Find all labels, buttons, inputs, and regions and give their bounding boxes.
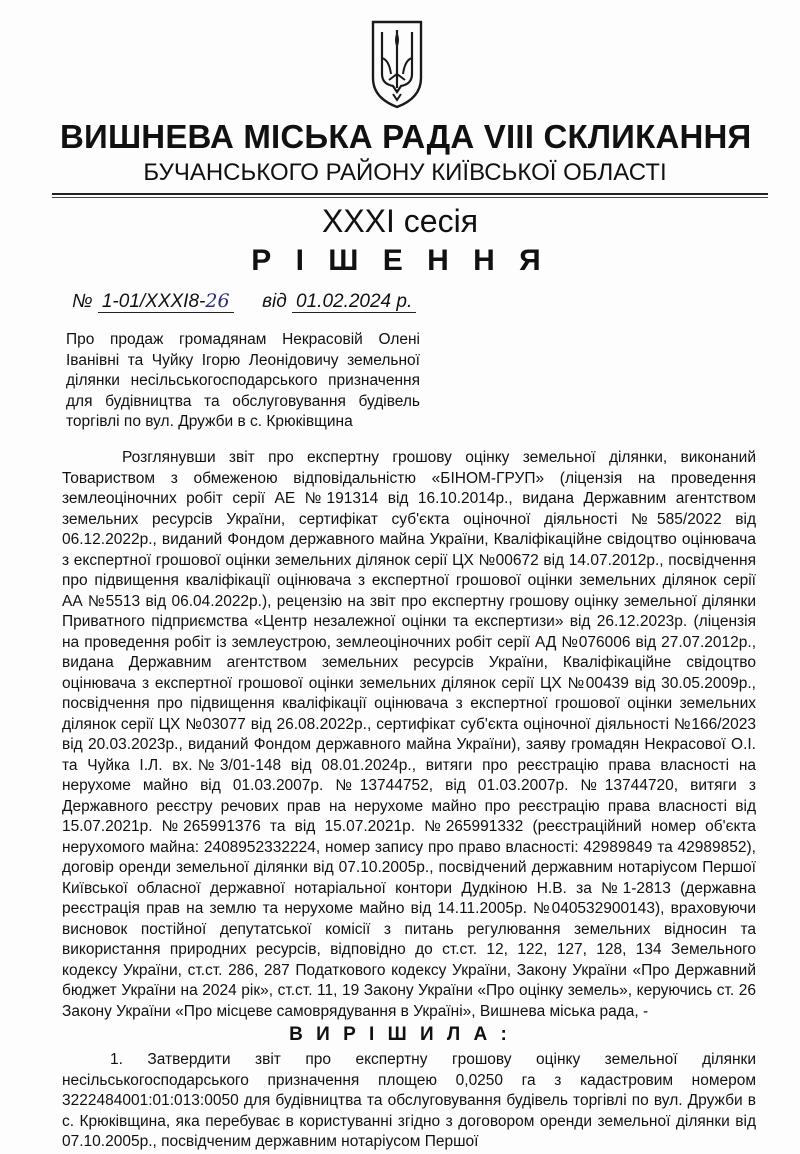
council-subtitle: БУЧАНСЬКОГО РАЙОНУ КИЇВСЬКОЇ ОБЛАСТІ: [143, 159, 667, 186]
decision-date: 01.02.2024 р.: [292, 291, 416, 313]
document-type-title: Р І Ш Е Н Н Я: [251, 244, 549, 277]
decision-number-line: [72, 290, 416, 313]
council-title: ВИШНЕВА МІСЬКА РАДА VIII СКЛИКАННЯ: [60, 118, 752, 155]
resolved-heading: В И Р І Ш И Л А :: [289, 1024, 511, 1045]
decision-number: [98, 291, 234, 313]
number-prefix: №: [72, 291, 93, 312]
trident-coat-of-arms-icon: [369, 18, 425, 110]
preamble-paragraph: Розглянувши звіт про експертну грошову оцінку земельної ділянки, виконаний Товариством з обмеженою відповідальністю «БІНОМ-ГРУП» (ліцензія на проведення землеоціночних робіт серії АЕ №191314 від 16.10.2014р., видана Державним агентством земельних ресурсів України, сертифікат суб'єкта оціночної діяльності №585/2022 від 06.12.2022р., виданий Фондом державного майна України, Кваліфікаційне свідоцтво оцінювача з експертної грошової оцінки земельних ділянок серії ЦХ №00672 від 14.07.2012р., посвідчення про підвищення кваліфікації оцінювача з експертної грошової оцінки земельних ділянок серії АА №5513 від 06.04.2022р.), рецензію на звіт про експертну грошову оцінку земельної ділянки Приватного підприємства «Центр незалежної оцінки та експертизи» від 26.12.2023р. (ліцензія на проведення робіт із землеустрою, землеоціночних робіт серії АД №076006 від 27.07.2012р., видана Державним агентством земельних ресурсів України, Кваліфікаційне свідоцтво оцінювача з експертної грошової оцінки земельних ділянок серії ЦХ №00439 від 30.05.2009р., посвідчення про підвищення кваліфікації оцінювача з експертної грошової оцінки земельних ділянок серії ЦХ №03077 від 26.08.2022р., сертифікат суб'єкта оціночної діяльності №166/2023 від 20.03.2023р., виданий Фондом державного майна України), заяву громадян Некрасової О.І. та Чуйка І.Л. вх.№3/01-148 від 08.01.2024р., витяги про реєстрацію права власності на нерухоме майно від 01.03.2007р. №13744752, від 01.03.2007р. №13744720, витяги з Державного реєстру речових прав на нерухоме майно про реєстрацію права власності від 15.07.2021р. №265991376 та від 15.07.2021р. №265991332 (реєстраційний номер об'єкта нерухомого майна: 2408952332224, номер запису про право власності: 42989849 та 42989852), договір оренди земельної ділянки від 07.10.2005р., посвідчений державним нотаріусом Першої Київської обласної державної нотаріальної контори Дудкіною Н.В. за №1-2813 (державна реєстрація прав на землю та нерухоме майно від 14.11.2005р. №040532900143), враховуючи висновок постійної депутатської комісії з питань регулювання земельних відносин та використання природних ресурсів, відповідно до ст.ст. 12, 122, 127, 128, 134 Земельного кодексу України, ст.ст. 286, 287 Податкового кодексу України, Закону України «Про Державний бюджет України на 2024 рік», ст.ст. 11, 19 Закону України «Про оцінку земель», керуючись ст. 26 Закону України «Про місцеве самоврядування в Україні», Вишнева міська рада, -: [62, 449, 756, 1020]
decision-subject: Про продаж громадянам Некрасовій Олені Іванівні та Чуйку Ігорю Леонідовичу земельної ділянки несільськогосподарського призначення для будівництва та обслуговування будівель торгівлі по вул. Дружби в с. Крюківщина: [66, 331, 420, 430]
decision-number-handwritten: 26: [205, 290, 230, 312]
session-title: XXXI сесія: [321, 203, 479, 239]
decision-item: 1. Затвердити звіт про експертну грошову оцінку земельної ділянки несільськогосподарського призначення площею 0,0250 га з кадастровим номером 3222484001:01:013:0050 для будівництва та обслуговування будівель торгівлі по вул. Дружби в с. Крюківщина, яка перебуває в користуванні згідно з договором оренди земельної ділянки від 07.10.2005р., посвідченим державним нотаріусом Першої: [62, 1051, 756, 1150]
date-prefix: від: [262, 291, 287, 312]
header-divider: [52, 193, 768, 195]
header-divider-thin: [52, 197, 768, 198]
decision-number-printed: 1-01/XXXI8-: [101, 291, 206, 312]
